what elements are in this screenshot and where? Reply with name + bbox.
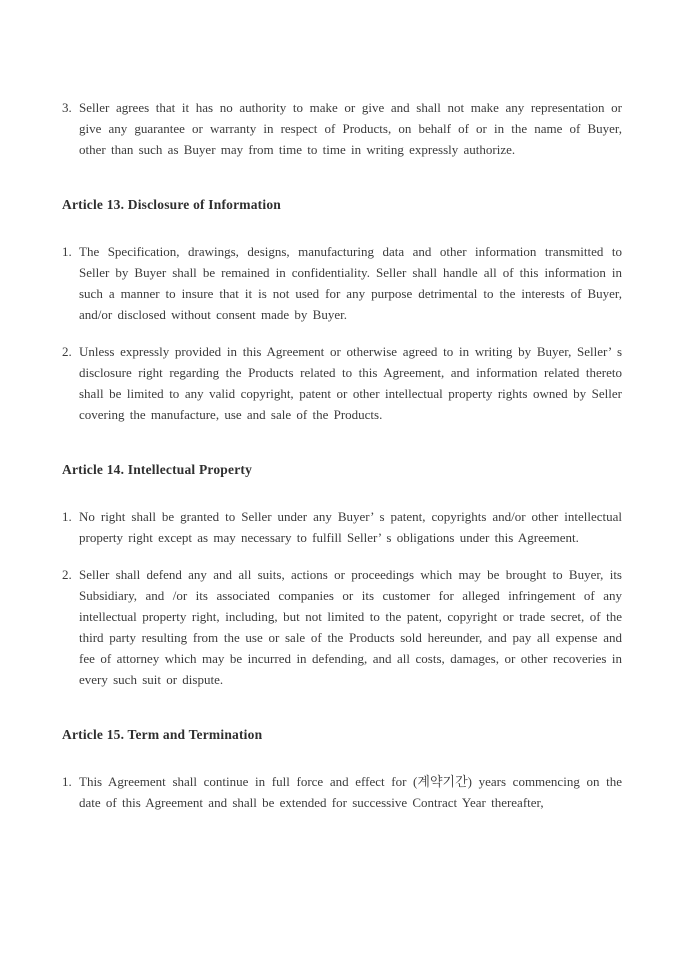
article-heading: Article 15. Term and Termination — [62, 727, 263, 742]
clause-text: Seller agrees that it has no authority to make or give and shall not make any representation or give any guarantee or warranty in respect of Products, on behalf of or in the name of Buyer, other than such as Buyer may from time to time in writing expressly authorize. — [79, 100, 622, 157]
clause-number: 2. — [62, 567, 72, 582]
numbered-clause — [62, 97, 622, 160]
document-body — [62, 97, 622, 813]
numbered-clause — [62, 564, 622, 690]
numbered-clause — [62, 506, 622, 548]
article-heading: Article 13. Disclosure of Information — [62, 197, 281, 212]
clause-number: 2. — [62, 344, 72, 359]
numbered-clause — [62, 241, 622, 325]
clause-text: Seller shall defend any and all suits, actions or proceedings which may be brought to Buyer, its Subsidiary, and /or its associated companies or its customer for alleged infringement of any intellectual property right, including, but not limited to the patent, copyright or trade secret, of the third party resulting from the use or sale of the Products sold hereunder, and pay all expense and fee of attorney which may be incurred in defending, and all costs, damages, or other recoveries in every such suit or dispute. — [79, 567, 622, 687]
numbered-clause — [62, 341, 622, 425]
numbered-clause — [62, 771, 622, 813]
clause-text: Unless expressly provided in this Agreement or otherwise agreed to in writing by Buyer, Seller’ s disclosure right regarding the Products related to this Agreement, and information related thereto shall be limited to any valid copyright, patent or other intellectual property rights owned by Seller covering the manufacture, use and sale of the Products. — [79, 344, 622, 422]
clause-number: 3. — [62, 100, 72, 115]
clause-text: The Specification, drawings, designs, manufacturing data and other information transmitted to Seller by Buyer shall be remained in confidentiality. Seller shall handle all of this information in such a manner to insure that it is not used for any purpose detrimental to the interests of Buyer, and/or disclosed without consent made by Buyer. — [79, 244, 622, 322]
clause-number: 1. — [62, 244, 72, 259]
clause-text: This Agreement shall continue in full force and effect for (계약기간) years commencing on the date of this Agreement and shall be extended for successive Contract Year thereafter, — [79, 774, 622, 810]
clause-number: 1. — [62, 774, 72, 789]
clause-number: 1. — [62, 509, 72, 524]
article-heading: Article 14. Intellectual Property — [62, 462, 253, 477]
clause-text: No right shall be granted to Seller under any Buyer’ s patent, copyrights and/or other intellectual property right except as may necessary to fulfill Seller’ s obligations under this Agreement. — [79, 509, 622, 545]
